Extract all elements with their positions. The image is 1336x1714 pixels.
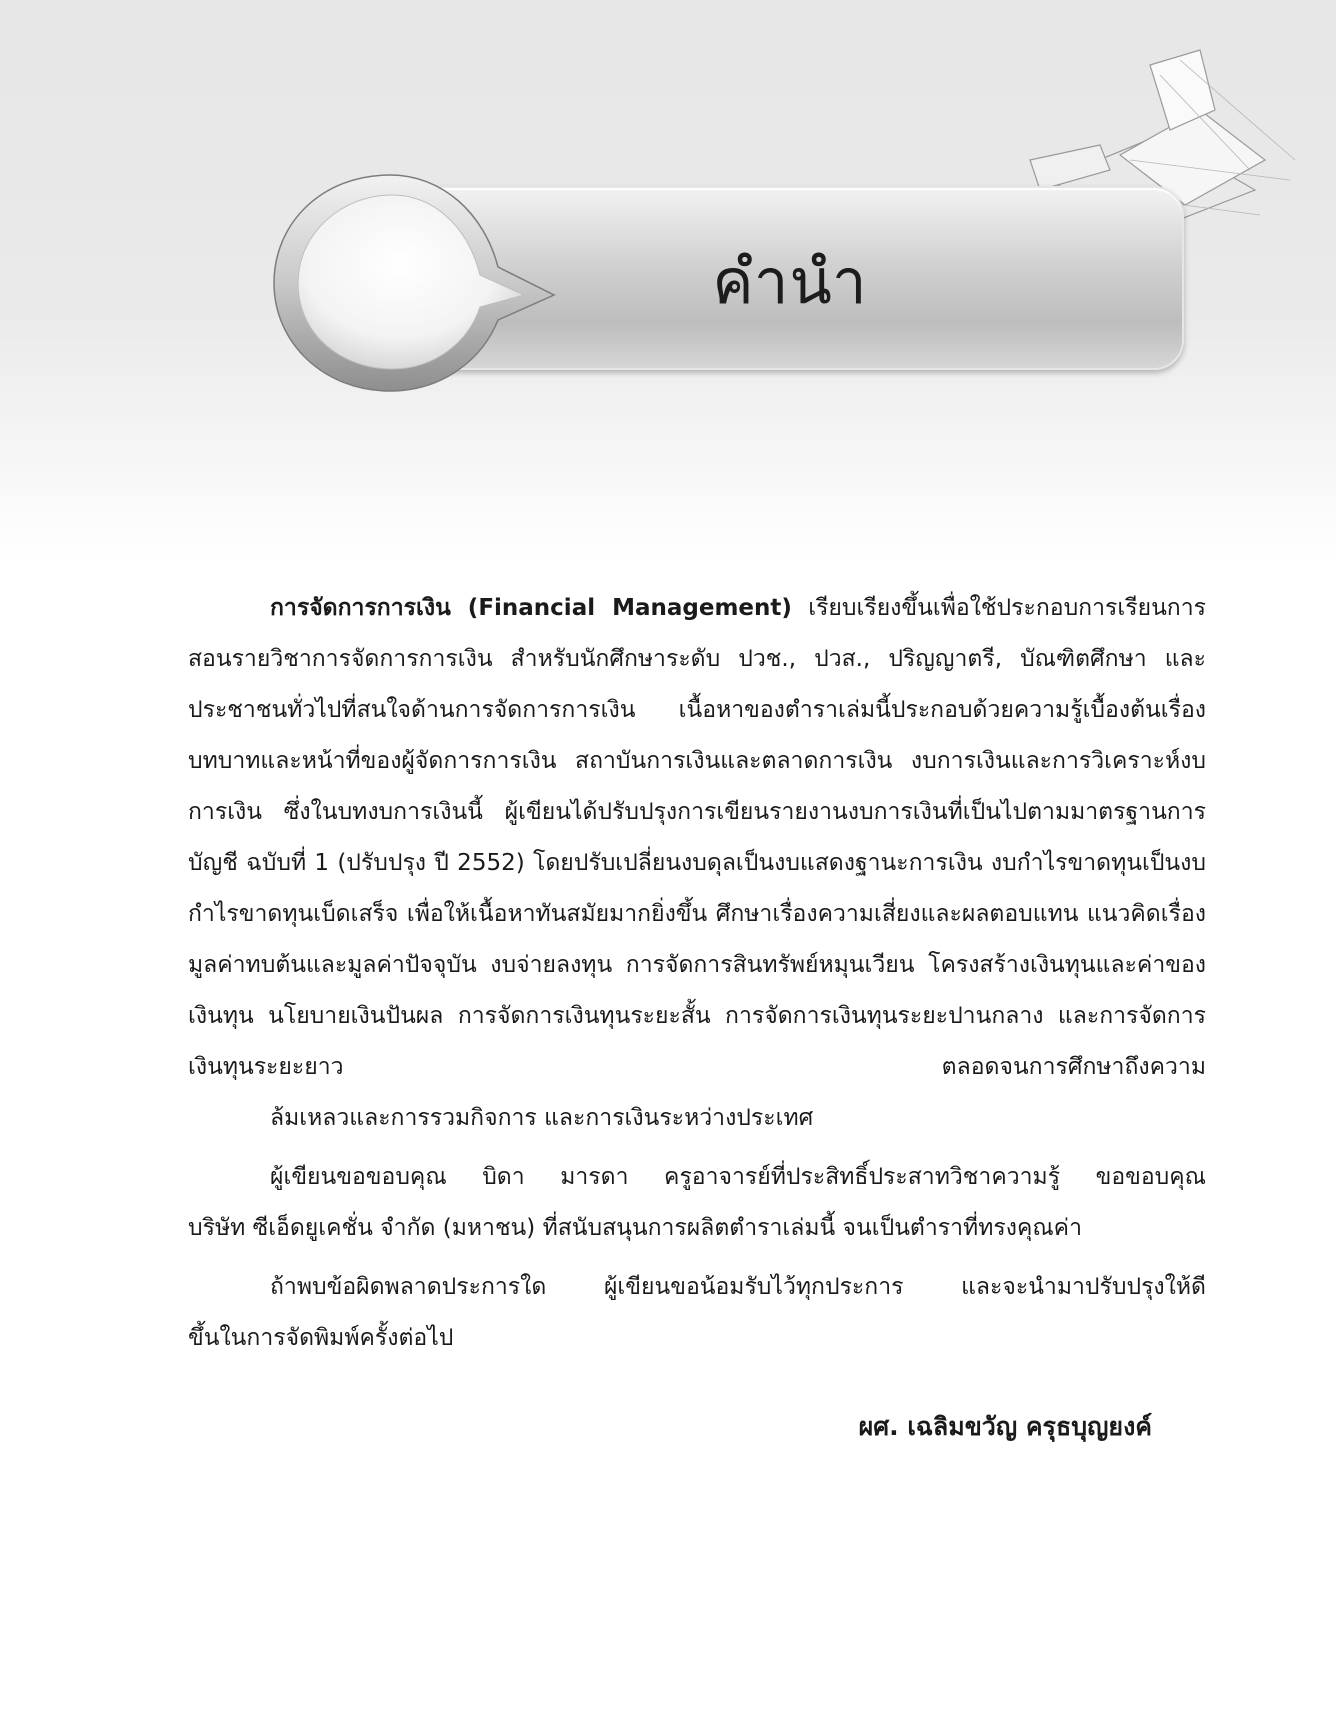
paragraph-thanks xyxy=(188,1152,1206,1254)
paragraph-closing-text: ถ้าพบข้อผิดพลาดประการใด ผู้เขียนขอน้อมรับไว้ทุกประการ และจะนำมาปรับปรุงให้ดี xyxy=(270,1274,1206,1300)
page-title: คำนำ xyxy=(712,245,868,318)
preface-body xyxy=(188,583,1206,1364)
speech-bubble-ornament xyxy=(262,155,562,405)
paragraph-closing xyxy=(188,1262,1206,1364)
paragraph-intro-end: ล้มเหลวและการรวมกิจการ และการเงินระหว่างประเทศ xyxy=(270,1105,814,1131)
author-signature: ผศ. เฉลิมขวัญ ครุธบุญยงค์ xyxy=(858,1412,1152,1441)
paragraph-thanks-text: ผู้เขียนขอขอบคุณ บิดา มารดา ครูอาจารย์ที่ประสิทธิ์ประสาทวิชาความรู้ ขอขอบคุณ xyxy=(270,1164,1206,1190)
paragraph-intro xyxy=(188,583,1206,1144)
paragraph-thanks-end: บริษัท ซีเอ็ดยูเคชั่น จำกัด (มหาชน) ที่สนับสนุนการผลิตตำราเล่มนี้ จนเป็นตำราที่ทรงคุณค่า xyxy=(188,1215,1082,1241)
paragraph-intro-text: เรียบเรียงขึ้นเพื่อใช้ประกอบการเรียนการสอนรายวิชาการจัดการการเงิน สำหรับนักศึกษาระดับ ปวช., ปวส., ปริญญาตรี, บัณฑิตศึกษา และประชาชนทั่วไปที่สนใจด้านการจัดการการเงิน เนื้อหาของตำราเล่มนี้ประกอบด้วยความรู้เบื้องต้นเรื่องบทบาทและหน้าที่ของผู้จัดการการเงิน สถาบันการเงินและตลาดการเงิน งบการเงินและการวิเคราะห์งบการเงิน ซึ่งในบทงบการเงินนี้ ผู้เขียนได้ปรับปรุงการเขียนรายงานงบการเงินที่เป็นไปตามมาตรฐานการบัญชี ฉบับที่ 1 (ปรับปรุง ปี 2552) โดยปรับเปลี่ยนงบดุลเป็นงบแสดงฐานะการเงิน งบกำไรขาดทุนเป็นงบกำไรขาดทุนเบ็ดเสร็จ เพื่อให้เนื้อหาทันสมัยมากยิ่งขึ้น ศึกษาเรื่องความเสี่ยงและผลตอบแทน แนวคิดเรื่องมูลค่าทบต้นและมูลค่าปัจจุบัน งบจ่ายลงทุน การจัดการสินทรัพย์หมุนเวียน โครงสร้างเงินทุนและค่าของเงินทุน นโยบายเงินปันผล การจัดการเงินทุนระยะสั้น การจัดการเงินทุนระยะปานกลาง และการจัดการเงินทุนระยะยาว ตลอดจนการศึกษาถึงความ xyxy=(188,595,1206,1080)
book-title: การจัดการการเงิน (Financial Management) xyxy=(270,595,792,621)
paragraph-closing-end: ขึ้นในการจัดพิมพ์ครั้งต่อไป xyxy=(188,1325,454,1351)
